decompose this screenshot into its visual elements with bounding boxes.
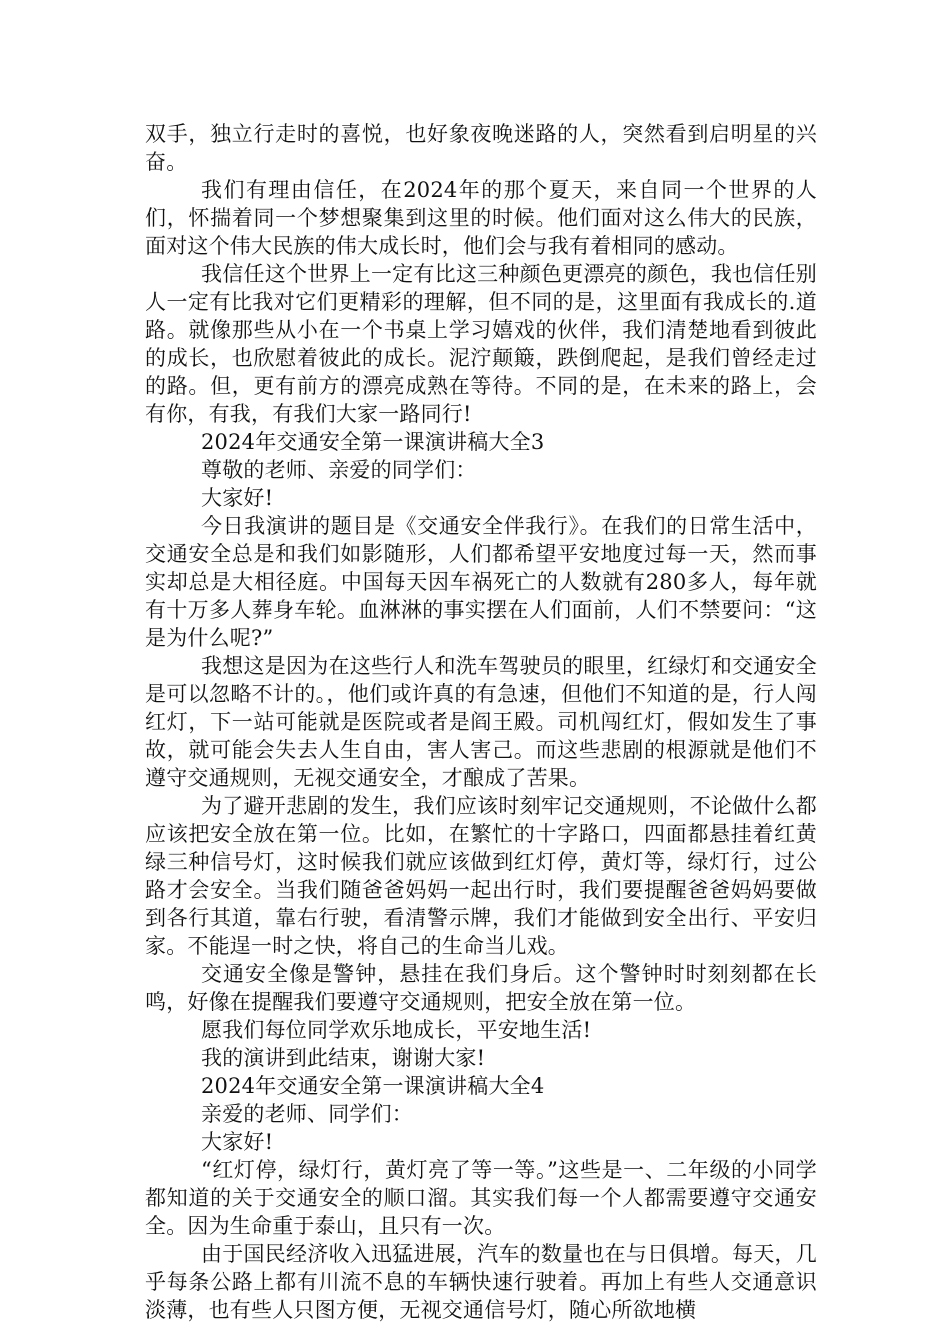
paragraph: 由于国民经济收入迅猛进展，汽车的数量也在与日俱增。每天，几乎每条公路上都有川流不息的车辆快速行驶着。再加上有些人交通意识淡薄，也有些人只图方便，无视交通信号灯，随心所欲地横 — [145, 1242, 817, 1322]
salutation: 尊敬的老师、亲爱的同学们： — [201, 458, 477, 482]
section-heading: 2024年交通安全第一课演讲稿大全4 — [201, 1074, 545, 1098]
closing-line: 我的演讲到此结束，谢谢大家! — [201, 1046, 486, 1070]
paragraph: 今日我演讲的题目是《交通安全伴我行》。在我们的日常生活中，交通安全总是和我们如影随形，人们都希望平安地度过每一天，然而事实却总是大相径庭。中国每天因车祸死亡的人数就有280多人，每年就有十万多人葬身车轮。血淋淋的事实摆在人们面前，人们不禁要问：“这是为什么呢?” — [145, 514, 817, 650]
paragraph: 双手，独立行走时的喜悦，也好象夜晚迷路的人，突然看到启明星的兴奋。 — [145, 122, 817, 174]
paragraph: 交通安全像是警钟，悬挂在我们身后。这个警钟时时刻刻都在长鸣，好像在提醒我们要遵守交通规则，把安全放在第一位。 — [145, 962, 817, 1014]
paragraph: 愿我们每位同学欢乐地成长，平安地生活! — [201, 1018, 592, 1042]
paragraph: 为了避开悲剧的发生，我们应该时刻牢记交通规则，不论做什么都应该把安全放在第一位。比如，在繁忙的十字路口，四面都悬挂着红黄绿三种信号灯，这时候我们就应该做到红灯停，黄灯等，绿灯行，过公路才会安全。当我们随爸爸妈妈一起出行时，我们要提醒爸爸妈妈要做到各行其道，靠右行驶，看清警示牌，我们才能做到安全出行、平安归家。不能逞一时之快，将自己的生命当儿戏。 — [145, 794, 817, 958]
paragraph: 我们有理由信任，在2024年的那个夏天，来自同一个世界的人们，怀揣着同一个梦想聚集到这里的时候。他们面对这么伟大的民族，面对这个伟大民族的伟大成长时，他们会与我有着相同的感动。 — [145, 178, 817, 258]
section-heading: 2024年交通安全第一课演讲稿大全3 — [201, 430, 545, 454]
paragraph: 我信任这个世界上一定有比这三种颜色更漂亮的颜色，我也信任别人一定有比我对它们更精彩的理解，但不同的是，这里面有我成长的.道路。就像那些从小在一个书桌上学习嬉戏的伙伴，我们清楚地看到彼此的成长，也欣慰着彼此的成长。泥泞颠簸，跌倒爬起，是我们曾经走过的路。但，更有前方的漂亮成熟在等待。不同的是，在未来的路上，会有你，有我，有我们大家一路同行! — [145, 262, 817, 426]
paragraph: 我想这是因为在这些行人和洗车驾驶员的眼里，红绿灯和交通安全是可以忽略不计的。，他们或许真的有急速，但他们不知道的是，行人闯红灯，下一站可能就是医院或者是阎王殿。司机闯红灯，假如发生了事故，就可能会失去人生自由，害人害己。而这些悲剧的根源就是他们不遵守交通规则，无视交通安全，才酿成了苦果。 — [145, 654, 817, 790]
greeting: 大家好! — [201, 1130, 274, 1154]
salutation: 亲爱的老师、同学们： — [201, 1102, 413, 1126]
greeting: 大家好! — [201, 486, 274, 510]
paragraph: “红灯停，绿灯行，黄灯亮了等一等。”这些是一、二年级的小同学都知道的关于交通安全的顺口溜。其实我们每一个人都需要遵守交通安全。因为生命重于泰山，且只有一次。 — [145, 1158, 817, 1238]
document-page — [145, 120, 817, 1324]
